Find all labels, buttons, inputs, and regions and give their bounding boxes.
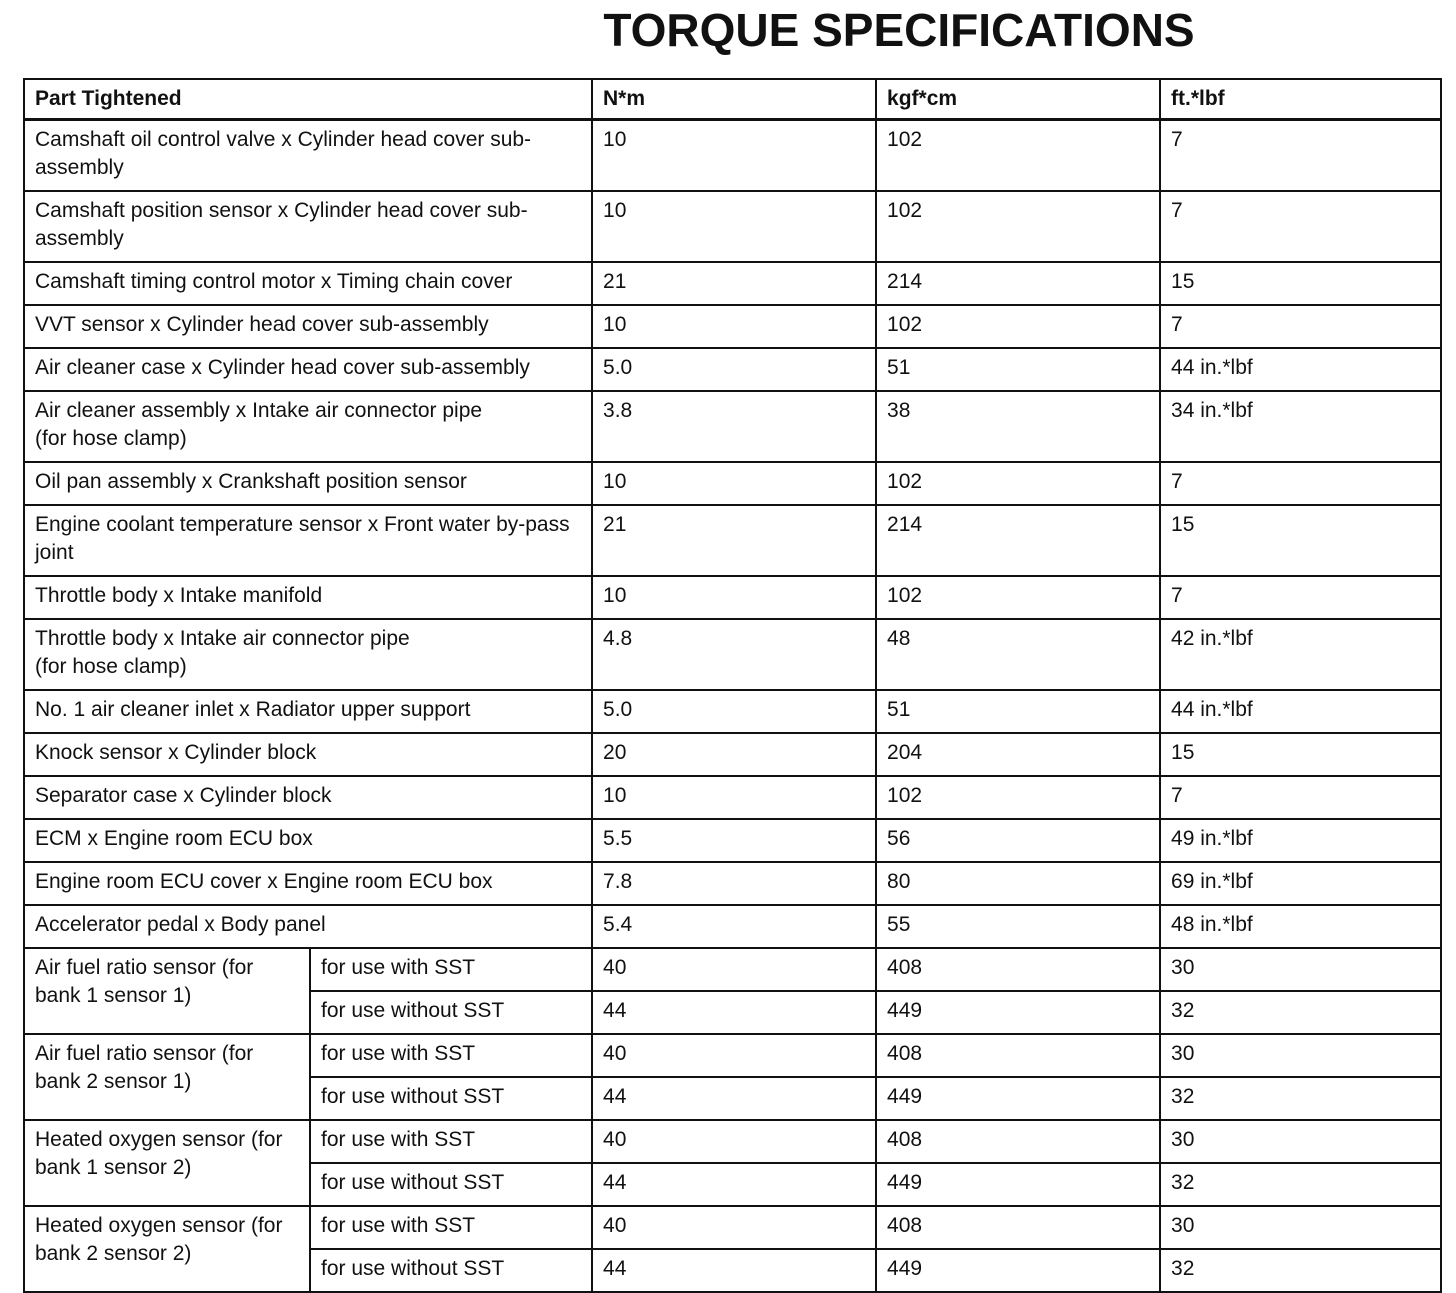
nm-cell: 44 — [592, 991, 876, 1034]
part-cell — [24, 776, 592, 819]
column-header-nm: N*m — [592, 79, 876, 120]
ftlbf-cell: 34 in.*lbf — [1160, 391, 1441, 462]
column-header-kgf: kgf*cm — [876, 79, 1160, 120]
ftlbf-cell: 7 — [1160, 576, 1441, 619]
table-row — [24, 690, 1441, 733]
nm-cell: 44 — [592, 1163, 876, 1206]
table-row — [24, 576, 1441, 619]
ftlbf-cell: 15 — [1160, 262, 1441, 305]
table-row — [24, 305, 1441, 348]
kgf-cell: 408 — [876, 1034, 1160, 1077]
kgf-cell: 102 — [876, 576, 1160, 619]
part-text: Air cleaner assembly x Intake air connector pipe — [35, 399, 483, 422]
nm-cell: 3.8 — [592, 391, 876, 462]
part-text: Oil pan assembly x Crankshaft position sensor — [35, 470, 467, 493]
ftlbf-cell: 32 — [1160, 991, 1441, 1034]
column-header-part: Part Tightened — [24, 79, 592, 120]
table-row — [24, 391, 1441, 462]
part-text: Separator case x Cylinder block — [35, 784, 332, 807]
table-body — [24, 120, 1441, 1293]
nm-cell: 20 — [592, 733, 876, 776]
part-note: (for hose clamp) — [35, 655, 187, 678]
ftlbf-cell: 7 — [1160, 305, 1441, 348]
kgf-cell: 80 — [876, 862, 1160, 905]
condition-cell: for use without SST — [310, 1249, 592, 1292]
kgf-cell: 102 — [876, 776, 1160, 819]
ftlbf-cell: 44 in.*lbf — [1160, 348, 1441, 391]
kgf-cell: 48 — [876, 619, 1160, 690]
nm-cell: 4.8 — [592, 619, 876, 690]
nm-cell: 44 — [592, 1249, 876, 1292]
page-title: TORQUE SPECIFICATIONS — [603, 4, 1195, 56]
sensor-table-row — [24, 1034, 1441, 1077]
nm-cell: 5.4 — [592, 905, 876, 948]
ftlbf-cell: 7 — [1160, 462, 1441, 505]
nm-cell: 40 — [592, 948, 876, 991]
condition-cell: for use with SST — [310, 948, 592, 991]
table-row — [24, 905, 1441, 948]
kgf-cell: 408 — [876, 1120, 1160, 1163]
ftlbf-cell: 15 — [1160, 733, 1441, 776]
condition-cell: for use without SST — [310, 1077, 592, 1120]
table-row — [24, 733, 1441, 776]
kgf-cell: 449 — [876, 991, 1160, 1034]
kgf-cell: 51 — [876, 690, 1160, 733]
nm-cell: 10 — [592, 462, 876, 505]
table-row — [24, 862, 1441, 905]
nm-cell: 40 — [592, 1120, 876, 1163]
part-note: (for hose clamp) — [35, 427, 187, 450]
kgf-cell: 102 — [876, 462, 1160, 505]
nm-cell: 10 — [592, 191, 876, 262]
part-cell — [24, 391, 592, 462]
table-row — [24, 262, 1441, 305]
part-text: Camshaft timing control motor x Timing chain cover — [35, 270, 513, 293]
ftlbf-cell: 7 — [1160, 776, 1441, 819]
part-text: Accelerator pedal x Body panel — [35, 913, 326, 936]
kgf-cell: 408 — [876, 1206, 1160, 1249]
table-row — [24, 819, 1441, 862]
ftlbf-cell: 15 — [1160, 505, 1441, 576]
part-text: Engine room ECU cover x Engine room ECU box — [35, 870, 493, 893]
ftlbf-cell: 30 — [1160, 1034, 1441, 1077]
condition-cell: for use with SST — [310, 1034, 592, 1077]
nm-cell: 21 — [592, 262, 876, 305]
nm-cell: 7.8 — [592, 862, 876, 905]
ftlbf-cell: 69 in.*lbf — [1160, 862, 1441, 905]
condition-cell: for use without SST — [310, 1163, 592, 1206]
ftlbf-cell: 42 in.*lbf — [1160, 619, 1441, 690]
nm-cell: 21 — [592, 505, 876, 576]
sensor-part-cell: Heated oxygen sensor (for bank 2 sensor 2) — [24, 1206, 310, 1292]
ftlbf-cell: 30 — [1160, 1206, 1441, 1249]
ftlbf-cell: 32 — [1160, 1077, 1441, 1120]
kgf-cell: 204 — [876, 733, 1160, 776]
kgf-cell: 408 — [876, 948, 1160, 991]
nm-cell: 5.5 — [592, 819, 876, 862]
part-cell — [24, 120, 592, 192]
ftlbf-cell: 49 in.*lbf — [1160, 819, 1441, 862]
part-text: VVT sensor x Cylinder head cover sub-assembly — [35, 313, 489, 336]
part-cell — [24, 733, 592, 776]
part-cell — [24, 191, 592, 262]
sensor-table-row — [24, 1206, 1441, 1249]
sensor-part-cell: Air fuel ratio sensor (for bank 1 sensor 1) — [24, 948, 310, 1034]
table-row — [24, 505, 1441, 576]
part-cell — [24, 576, 592, 619]
torque-spec-table — [23, 78, 1442, 1293]
kgf-cell: 214 — [876, 505, 1160, 576]
table-row — [24, 120, 1441, 192]
ftlbf-cell: 30 — [1160, 948, 1441, 991]
part-cell — [24, 619, 592, 690]
ftlbf-cell: 32 — [1160, 1249, 1441, 1292]
part-text: Camshaft position sensor x Cylinder head cover sub-assembly — [35, 199, 528, 250]
nm-cell: 5.0 — [592, 690, 876, 733]
kgf-cell: 51 — [876, 348, 1160, 391]
column-header-ftlbf: ft.*lbf — [1160, 79, 1441, 120]
sensor-table-row — [24, 948, 1441, 991]
table-row — [24, 776, 1441, 819]
part-text: ECM x Engine room ECU box — [35, 827, 313, 850]
kgf-cell: 102 — [876, 120, 1160, 192]
nm-cell: 40 — [592, 1206, 876, 1249]
sensor-table-row — [24, 1120, 1441, 1163]
ftlbf-cell: 7 — [1160, 191, 1441, 262]
ftlbf-cell: 32 — [1160, 1163, 1441, 1206]
table-row — [24, 462, 1441, 505]
part-cell — [24, 262, 592, 305]
nm-cell: 5.0 — [592, 348, 876, 391]
part-text: Camshaft oil control valve x Cylinder head cover sub-assembly — [35, 128, 532, 179]
part-cell — [24, 905, 592, 948]
part-text: Knock sensor x Cylinder block — [35, 741, 317, 764]
ftlbf-cell: 44 in.*lbf — [1160, 690, 1441, 733]
part-cell — [24, 819, 592, 862]
kgf-cell: 38 — [876, 391, 1160, 462]
kgf-cell: 449 — [876, 1163, 1160, 1206]
kgf-cell: 449 — [876, 1249, 1160, 1292]
kgf-cell: 56 — [876, 819, 1160, 862]
part-cell — [24, 348, 592, 391]
part-cell — [24, 305, 592, 348]
nm-cell: 10 — [592, 776, 876, 819]
part-text: No. 1 air cleaner inlet x Radiator upper support — [35, 698, 471, 721]
ftlbf-cell: 30 — [1160, 1120, 1441, 1163]
table-row — [24, 348, 1441, 391]
condition-cell: for use without SST — [310, 991, 592, 1034]
sensor-part-cell: Heated oxygen sensor (for bank 1 sensor 2) — [24, 1120, 310, 1206]
kgf-cell: 449 — [876, 1077, 1160, 1120]
part-cell — [24, 690, 592, 733]
kgf-cell: 102 — [876, 191, 1160, 262]
ftlbf-cell: 48 in.*lbf — [1160, 905, 1441, 948]
part-text: Throttle body x Intake air connector pipe — [35, 627, 410, 650]
part-cell — [24, 862, 592, 905]
part-cell — [24, 462, 592, 505]
sensor-part-cell: Air fuel ratio sensor (for bank 2 sensor 1) — [24, 1034, 310, 1120]
condition-cell: for use with SST — [310, 1120, 592, 1163]
part-text: Air cleaner case x Cylinder head cover sub-assembly — [35, 356, 530, 379]
table-row — [24, 191, 1441, 262]
nm-cell: 40 — [592, 1034, 876, 1077]
part-text: Throttle body x Intake manifold — [35, 584, 323, 607]
nm-cell: 44 — [592, 1077, 876, 1120]
kgf-cell: 102 — [876, 305, 1160, 348]
nm-cell: 10 — [592, 120, 876, 192]
table-header-row — [24, 79, 1441, 120]
part-text: Engine coolant temperature sensor x Front water by-pass joint — [35, 513, 570, 564]
kgf-cell: 55 — [876, 905, 1160, 948]
condition-cell: for use with SST — [310, 1206, 592, 1249]
nm-cell: 10 — [592, 576, 876, 619]
part-cell — [24, 505, 592, 576]
nm-cell: 10 — [592, 305, 876, 348]
ftlbf-cell: 7 — [1160, 120, 1441, 192]
kgf-cell: 214 — [876, 262, 1160, 305]
table-row — [24, 619, 1441, 690]
